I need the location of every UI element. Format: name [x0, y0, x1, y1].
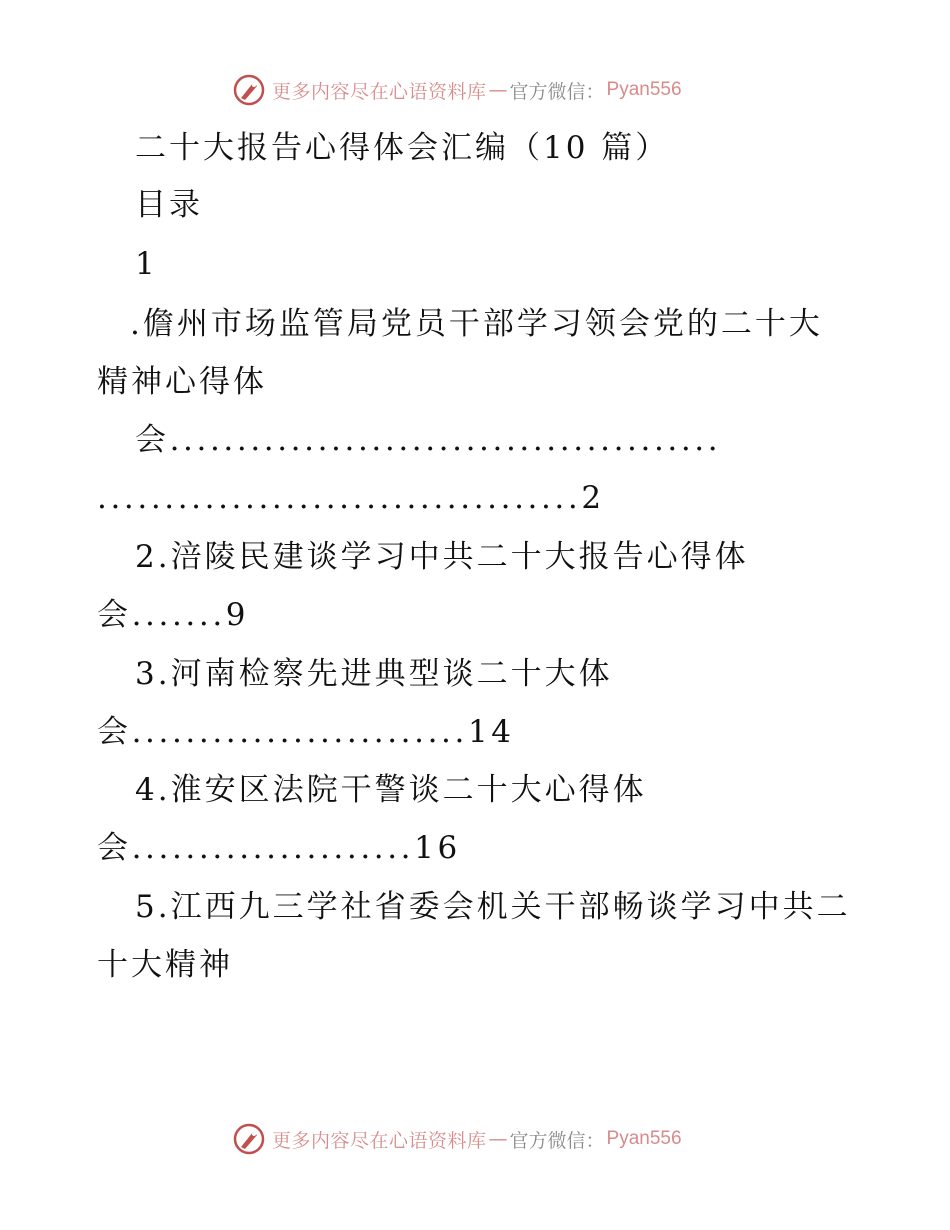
watermark-official-label: 官方微信： [509, 80, 605, 103]
watermark-dash: — [488, 1128, 508, 1150]
toc-entry-1-line1: .儋州市场监管局党员干部学习领会党的二十大 [130, 306, 823, 342]
toc-entry-2-line1: 2.涪陵民建谈学习中共二十大报告心得体 [135, 539, 749, 575]
watermark-official-label: 官方微信： [509, 1129, 605, 1152]
watermark-text: 更多内容尽在心语资料库 [272, 80, 487, 103]
toc-entry-1-line3: 会......................................... [135, 422, 722, 458]
toc-entry-3-line1: 3.河南检察先进典型谈二十大体 [135, 656, 613, 692]
watermark-wechat-id: Pyan556 [606, 1128, 682, 1149]
toc-entry-2-line2: 会.......9 [97, 597, 250, 633]
toc-entry-1-line4: ....................................2 [97, 480, 605, 516]
watermark-dash: — [488, 79, 508, 101]
toc-entry-5-line2: 十大精神 [97, 947, 233, 983]
watermark-wechat-id: Pyan556 [606, 79, 682, 100]
toc-entry-3-line2: 会.........................14 [97, 714, 515, 750]
toc-entry-4-line1: 4.淮安区法院干警谈二十大心得体 [135, 772, 647, 808]
toc-entry-1-line2: 精神心得体 [97, 364, 267, 400]
document-title: 二十大报告心得体会汇编（10 篇） [135, 130, 670, 166]
toc-entry-5-line1: 5.江西九三学社省委会机关干部畅谈学习中共二 [135, 889, 851, 925]
header-watermark [232, 72, 682, 108]
toc-heading: 目录 [135, 187, 203, 223]
footer-watermark [232, 1121, 682, 1157]
watermark-text: 更多内容尽在心语资料库 [272, 1129, 487, 1152]
pen-nib-circle-icon [232, 73, 266, 107]
toc-number: 1 [135, 246, 158, 282]
pen-nib-circle-icon [232, 1122, 266, 1156]
toc-entry-4-line2: 会.....................16 [97, 830, 461, 866]
